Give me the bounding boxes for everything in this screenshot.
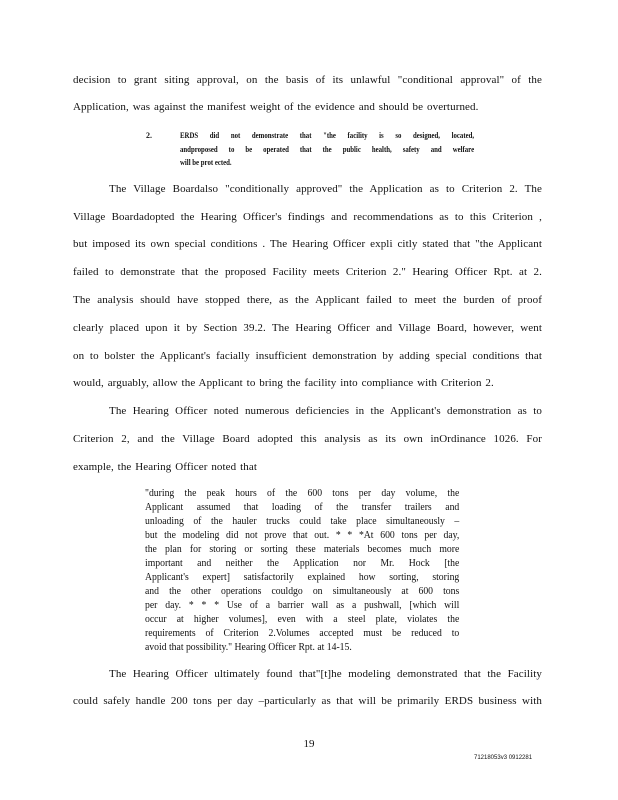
block-quote-line: Applicant's expert] satisfactorily explained how sorting, storing [145,572,460,583]
body-text-line: Application, was against the manifest weight of the evidence and should be overturned. [73,101,479,113]
body-text-line: Criterion 2, and the Village Board adopted this analysis as its own inOrdinance 1026. For [73,433,542,445]
body-text-line: but imposed its own special conditions . The Hearing Officer expli citly stated that "the Applicant [73,238,542,250]
body-text-line: Village Boardadopted the Hearing Officer's findings and recommendations as to this Criterion , [73,211,542,223]
heading-number: 2. [146,131,152,140]
body-text-line: example, the Hearing Officer noted that [73,461,258,473]
body-text-line: decision to grant siting approval, on the basis of its unlawful "conditional approval" of the [73,74,542,86]
body-text-line: The Hearing Officer ultimately found that"[t]he modeling demonstrated that the Facility [109,668,542,680]
block-quote-line: important and neither the Application nor Mr. Hock [the [145,558,460,569]
document-id: 71218053v3 0912281 [474,755,533,761]
block-quote-line: avoid that possibility." Hearing Officer Rpt. at 14-15. [145,642,352,653]
block-quote-line: the plan for storing or sorting these materials becomes much more [145,544,460,555]
block-quote-line: Applicant assumed that loading of the transfer trailers and [145,502,460,513]
body-text-line: could safely handle 200 tons per day –particularly as that will be primarily ERDS business with [73,695,542,707]
body-text-line: The Hearing Officer noted numerous deficiencies in the Applicant's demonstration as to [109,405,542,417]
block-quote-line: per day. * * * Use of a barrier wall as a pushwall, [which will [145,600,460,611]
block-quote-line: but the modeling did not prove that out. * * *At 600 tons per day, [145,530,460,541]
page-number: 19 [303,738,315,750]
body-text-line: on to bolster the Applicant's facially insufficient demonstration by adding special conditions that [73,350,542,362]
heading-line: andproposed to be operated that the public health, safety and welfare [180,145,475,154]
body-text-line: would, arguably, allow the Applicant to bring the facility into compliance with Criterion 2. [73,377,494,389]
block-quote-line: "during the peak hours of the 600 tons per day volume, the [145,488,460,499]
body-text-line: The Village Boardalso "conditionally approved" the Application as to Criterion 2. The [109,183,542,195]
block-quote-line: and the other operations couldgo on simultaneously at 600 tons [145,586,460,597]
heading-line: ERDS did not demonstrate that "the facility is so designed, located, [180,131,475,140]
block-quote-line: unloading of the hauler trucks could take place simultaneously – [145,516,460,527]
body-text-line: failed to demonstrate that the proposed Facility meets Criterion 2." Hearing Officer Rpt. at 2. [73,266,542,278]
block-quote-line: occur at higher volumes], even with a steel plate, violates the [145,614,460,625]
block-quote-line: requirements of Criterion 2.Volumes accepted must be reduced to [145,628,460,639]
body-text-line: clearly placed upon it by Section 39.2. The Hearing Officer and Village Board, however, went [73,322,542,334]
body-text-line: The analysis should have stopped there, as the Applicant failed to meet the burden of proof [73,294,542,306]
heading-line: will be prot ected. [180,158,232,167]
